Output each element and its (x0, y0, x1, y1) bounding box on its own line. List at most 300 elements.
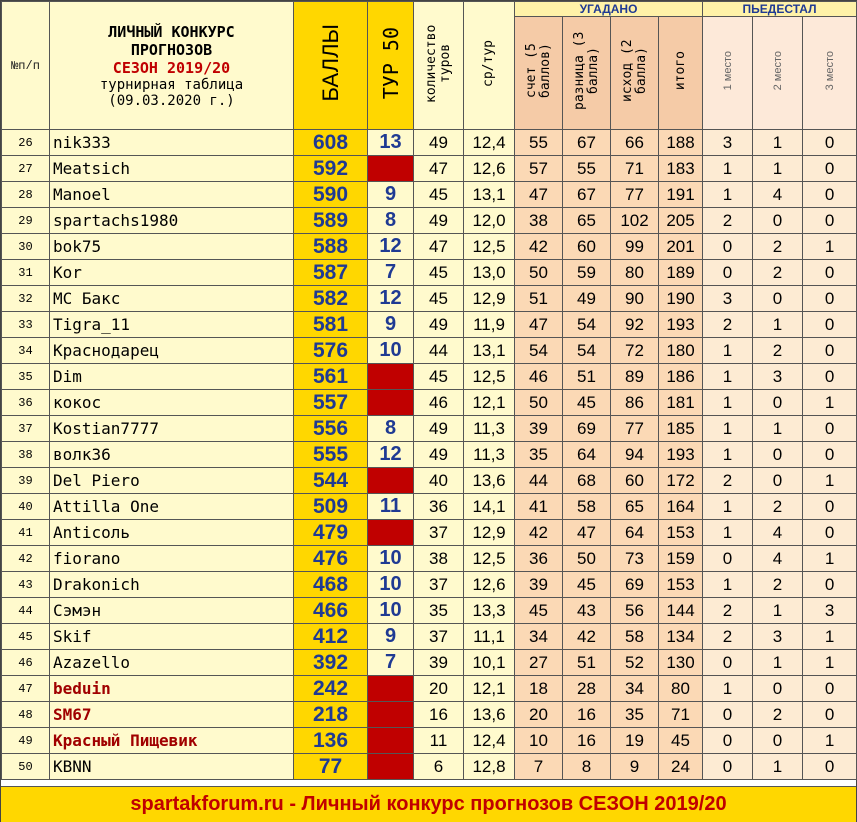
score-hits: 42 (515, 520, 563, 546)
tours-count: 49 (414, 208, 464, 234)
row-number: 44 (2, 598, 50, 624)
row-number: 40 (2, 494, 50, 520)
total-hits: 71 (659, 702, 703, 728)
place2-count: 2 (753, 494, 803, 520)
tours-count: 37 (414, 520, 464, 546)
score-hits: 50 (515, 260, 563, 286)
outcome-hits: 52 (611, 650, 659, 676)
table-row (2, 650, 857, 676)
avg-per-tour: 12,4 (464, 728, 515, 754)
row-number: 42 (2, 546, 50, 572)
place3-count: 1 (803, 468, 857, 494)
outcome-hits: 58 (611, 624, 659, 650)
diff-hits: 69 (563, 416, 611, 442)
tours-count: 45 (414, 286, 464, 312)
place1-count: 1 (703, 494, 753, 520)
place2-count: 2 (753, 234, 803, 260)
diff-hits: 45 (563, 572, 611, 598)
row-number: 50 (2, 754, 50, 780)
outcome-hits: 69 (611, 572, 659, 598)
total-hits: 45 (659, 728, 703, 754)
place3-count: 0 (803, 156, 857, 182)
score-hits: 54 (515, 338, 563, 364)
points: 556 (294, 416, 368, 442)
diff-hits: 67 (563, 130, 611, 156)
place2-header: 2 место (753, 17, 803, 130)
participant-name: Краснодарец (50, 338, 294, 364)
tour-score: 8 (368, 416, 414, 442)
place3-count: 0 (803, 494, 857, 520)
points: 587 (294, 260, 368, 286)
row-number: 36 (2, 390, 50, 416)
place3-count: 0 (803, 520, 857, 546)
place3-count: 0 (803, 312, 857, 338)
table-row (2, 624, 857, 650)
standings-rows (2, 130, 857, 780)
diff-hits: 68 (563, 468, 611, 494)
points-header: БАЛЛЫ (294, 2, 368, 130)
table-row (2, 390, 857, 416)
tours-count: 37 (414, 624, 464, 650)
place2-count: 1 (753, 754, 803, 780)
place3-count: 0 (803, 442, 857, 468)
score-hits: 42 (515, 234, 563, 260)
score-hits: 39 (515, 416, 563, 442)
avg-per-tour: 13,1 (464, 338, 515, 364)
points: 392 (294, 650, 368, 676)
score-hits: 38 (515, 208, 563, 234)
place2-count: 4 (753, 546, 803, 572)
tour-score: 7 (368, 650, 414, 676)
tours-count: 46 (414, 390, 464, 416)
place3-count: 1 (803, 546, 857, 572)
total-hits: 190 (659, 286, 703, 312)
tours-count: 49 (414, 442, 464, 468)
place3-count: 0 (803, 754, 857, 780)
table-row (2, 598, 857, 624)
row-number: 33 (2, 312, 50, 338)
place2-count: 0 (753, 208, 803, 234)
outcome-hits: 64 (611, 520, 659, 546)
tour-score: 13 (368, 130, 414, 156)
tours-count: 39 (414, 650, 464, 676)
place3-count: 1 (803, 650, 857, 676)
avg-per-tour: 12,1 (464, 676, 515, 702)
diff-hits: 45 (563, 390, 611, 416)
participant-name: Tigra_11 (50, 312, 294, 338)
score-hits: 35 (515, 442, 563, 468)
place3-header: 3 место (803, 17, 857, 130)
score-hits: 34 (515, 624, 563, 650)
tour-score: 10 (368, 598, 414, 624)
avg-per-tour: 10,1 (464, 650, 515, 676)
row-number: 47 (2, 676, 50, 702)
participant-name: spartachs1980 (50, 208, 294, 234)
diff-hits: 49 (563, 286, 611, 312)
tour-score: 8 (368, 208, 414, 234)
num-header: №п/п (2, 2, 50, 130)
table-row (2, 754, 857, 780)
place3-count: 0 (803, 572, 857, 598)
participant-name: nik333 (50, 130, 294, 156)
score-hits: 20 (515, 702, 563, 728)
points: 589 (294, 208, 368, 234)
place2-count: 0 (753, 676, 803, 702)
place1-count: 0 (703, 650, 753, 676)
row-number: 43 (2, 572, 50, 598)
avg-per-tour: 12,5 (464, 234, 515, 260)
total-hits: 193 (659, 442, 703, 468)
total-hits: 134 (659, 624, 703, 650)
table-row (2, 208, 857, 234)
table-title (50, 2, 294, 130)
place2-count: 1 (753, 416, 803, 442)
score-hits: 41 (515, 494, 563, 520)
outcome-hits: 60 (611, 468, 659, 494)
avg-per-tour: 14,1 (464, 494, 515, 520)
row-number: 26 (2, 130, 50, 156)
diff-hits: 51 (563, 650, 611, 676)
total-hits: 144 (659, 598, 703, 624)
place2-count: 2 (753, 702, 803, 728)
score-hits: 46 (515, 364, 563, 390)
points: 588 (294, 234, 368, 260)
score-hits: 7 (515, 754, 563, 780)
diff-hits: 55 (563, 156, 611, 182)
place1-count: 0 (703, 754, 753, 780)
avg-per-tour: 13,1 (464, 182, 515, 208)
podium-header: ПЬЕДЕСТАЛ (703, 2, 857, 17)
score-hits: 39 (515, 572, 563, 598)
place3-count: 0 (803, 338, 857, 364)
footer-banner: spartakforum.ru - Личный конкурс прогнозов СЕЗОН 2019/20 (1, 786, 856, 822)
points: 136 (294, 728, 368, 754)
score-hits: 55 (515, 130, 563, 156)
place1-count: 1 (703, 364, 753, 390)
outcome-hits: 77 (611, 182, 659, 208)
place1-header: 1 место (703, 17, 753, 130)
place1-count: 1 (703, 572, 753, 598)
place2-count: 0 (753, 286, 803, 312)
diff-header: разница (3 балла) (563, 17, 611, 130)
place1-count: 3 (703, 286, 753, 312)
tours-count: 44 (414, 338, 464, 364)
outcome-hits: 65 (611, 494, 659, 520)
place3-count: 0 (803, 260, 857, 286)
diff-hits: 28 (563, 676, 611, 702)
points: 476 (294, 546, 368, 572)
tours-count: 35 (414, 598, 464, 624)
diff-hits: 8 (563, 754, 611, 780)
total-hits: 172 (659, 468, 703, 494)
place2-count: 4 (753, 182, 803, 208)
total-hits: 153 (659, 572, 703, 598)
tours-count: 49 (414, 130, 464, 156)
place2-count: 2 (753, 338, 803, 364)
tours-count: 49 (414, 312, 464, 338)
participant-name: fiorano (50, 546, 294, 572)
outcome-hits: 92 (611, 312, 659, 338)
score-hits: 47 (515, 182, 563, 208)
row-number: 45 (2, 624, 50, 650)
avg-per-tour: 12,8 (464, 754, 515, 780)
tour-score: 9 (368, 312, 414, 338)
diff-hits: 43 (563, 598, 611, 624)
place2-count: 1 (753, 650, 803, 676)
total-hits: 205 (659, 208, 703, 234)
total-hits: 80 (659, 676, 703, 702)
place2-count: 2 (753, 260, 803, 286)
tour-score: 12 (368, 286, 414, 312)
score-hits: 18 (515, 676, 563, 702)
tour-score (368, 390, 414, 416)
table-row (2, 728, 857, 754)
place3-count: 0 (803, 182, 857, 208)
tour-score (368, 676, 414, 702)
avg-header: ср/тур (464, 2, 515, 130)
avg-per-tour: 13,6 (464, 468, 515, 494)
participant-name: Attilla One (50, 494, 294, 520)
table-row (2, 676, 857, 702)
participant-name: SM67 (50, 702, 294, 728)
place2-count: 1 (753, 156, 803, 182)
place1-count: 0 (703, 546, 753, 572)
tour-score (368, 520, 414, 546)
total-hits: 159 (659, 546, 703, 572)
participant-name: Drakonich (50, 572, 294, 598)
avg-per-tour: 12,1 (464, 390, 515, 416)
place1-count: 1 (703, 390, 753, 416)
outcome-hits: 73 (611, 546, 659, 572)
outcome-hits: 86 (611, 390, 659, 416)
score-hits: 27 (515, 650, 563, 676)
points: 581 (294, 312, 368, 338)
total-hits: 189 (659, 260, 703, 286)
points: 479 (294, 520, 368, 546)
tour-score: 10 (368, 572, 414, 598)
title-line2: ПРОГНОЗОВ (130, 40, 213, 59)
place3-count: 0 (803, 416, 857, 442)
points: 468 (294, 572, 368, 598)
place2-count: 3 (753, 624, 803, 650)
tours-count: 47 (414, 156, 464, 182)
tour-score: 12 (368, 442, 414, 468)
avg-per-tour: 11,3 (464, 442, 515, 468)
total-hits: 185 (659, 416, 703, 442)
place3-count: 0 (803, 130, 857, 156)
table-row (2, 572, 857, 598)
participant-name: Manoel (50, 182, 294, 208)
tours-count: 49 (414, 416, 464, 442)
participant-name: волк36 (50, 442, 294, 468)
table-row (2, 442, 857, 468)
avg-per-tour: 11,9 (464, 312, 515, 338)
tour-score (368, 364, 414, 390)
tour-score: 12 (368, 234, 414, 260)
place1-count: 2 (703, 208, 753, 234)
tours-count: 45 (414, 364, 464, 390)
place2-count: 0 (753, 390, 803, 416)
place3-count: 0 (803, 702, 857, 728)
participant-name: кокос (50, 390, 294, 416)
row-number: 38 (2, 442, 50, 468)
row-number: 37 (2, 416, 50, 442)
participant-name: Kor (50, 260, 294, 286)
table-row (2, 468, 857, 494)
table-row (2, 312, 857, 338)
tour-header: ТУР 50 (368, 2, 414, 130)
avg-per-tour: 12,5 (464, 364, 515, 390)
subtitle: турнирная таблица (99, 76, 244, 93)
place2-count: 1 (753, 598, 803, 624)
total-hits: 153 (659, 520, 703, 546)
participant-name: Kostian7777 (50, 416, 294, 442)
participant-name: bok75 (50, 234, 294, 260)
points: 582 (294, 286, 368, 312)
score-hits: 47 (515, 312, 563, 338)
total-header: итого (659, 17, 703, 130)
row-number: 48 (2, 702, 50, 728)
outcome-header: исход (2 балла) (611, 17, 659, 130)
place3-count: 0 (803, 676, 857, 702)
points: 590 (294, 182, 368, 208)
participant-name: beduin (50, 676, 294, 702)
outcome-hits: 99 (611, 234, 659, 260)
table-row (2, 520, 857, 546)
diff-hits: 47 (563, 520, 611, 546)
total-hits: 201 (659, 234, 703, 260)
season-label: СЕЗОН 2019/20 (112, 58, 231, 77)
diff-hits: 60 (563, 234, 611, 260)
place1-count: 1 (703, 416, 753, 442)
place1-count: 1 (703, 156, 753, 182)
diff-hits: 67 (563, 182, 611, 208)
outcome-hits: 9 (611, 754, 659, 780)
row-number: 46 (2, 650, 50, 676)
avg-per-tour: 12,9 (464, 286, 515, 312)
table-row (2, 364, 857, 390)
place3-count: 1 (803, 728, 857, 754)
total-hits: 24 (659, 754, 703, 780)
place3-count: 0 (803, 208, 857, 234)
table-row (2, 286, 857, 312)
place3-count: 1 (803, 390, 857, 416)
participant-name: Azazello (50, 650, 294, 676)
points: 561 (294, 364, 368, 390)
place1-count: 0 (703, 728, 753, 754)
score-hits: 51 (515, 286, 563, 312)
table-row (2, 260, 857, 286)
diff-hits: 64 (563, 442, 611, 468)
total-hits: 164 (659, 494, 703, 520)
table-row (2, 702, 857, 728)
diff-hits: 58 (563, 494, 611, 520)
participant-name: Anticoль (50, 520, 294, 546)
avg-per-tour: 12,5 (464, 546, 515, 572)
diff-hits: 51 (563, 364, 611, 390)
points: 466 (294, 598, 368, 624)
place1-count: 1 (703, 442, 753, 468)
total-hits: 188 (659, 130, 703, 156)
place1-count: 2 (703, 468, 753, 494)
place1-count: 1 (703, 182, 753, 208)
row-number: 29 (2, 208, 50, 234)
place1-count: 1 (703, 676, 753, 702)
outcome-hits: 77 (611, 416, 659, 442)
diff-hits: 42 (563, 624, 611, 650)
avg-per-tour: 13,6 (464, 702, 515, 728)
row-number: 41 (2, 520, 50, 546)
outcome-hits: 102 (611, 208, 659, 234)
place2-count: 3 (753, 364, 803, 390)
score-header: счет (5 баллов) (515, 17, 563, 130)
tour-score (368, 754, 414, 780)
tour-score (368, 702, 414, 728)
place2-count: 0 (753, 442, 803, 468)
place1-count: 1 (703, 338, 753, 364)
tour-score: 10 (368, 338, 414, 364)
place2-count: 1 (753, 130, 803, 156)
place1-count: 0 (703, 702, 753, 728)
points: 576 (294, 338, 368, 364)
tours-count: 47 (414, 234, 464, 260)
tours-count: 37 (414, 572, 464, 598)
place1-count: 2 (703, 624, 753, 650)
tour-score (368, 468, 414, 494)
outcome-hits: 66 (611, 130, 659, 156)
place3-count: 3 (803, 598, 857, 624)
row-number: 39 (2, 468, 50, 494)
tours-count: 16 (414, 702, 464, 728)
score-hits: 57 (515, 156, 563, 182)
avg-per-tour: 12,4 (464, 130, 515, 156)
place2-count: 4 (753, 520, 803, 546)
participant-name: Красный Пищевик (50, 728, 294, 754)
tours-count: 11 (414, 728, 464, 754)
place3-count: 0 (803, 286, 857, 312)
participant-name: Del Piero (50, 468, 294, 494)
outcome-hits: 35 (611, 702, 659, 728)
points: 77 (294, 754, 368, 780)
outcome-hits: 72 (611, 338, 659, 364)
date-label: (09.03.2020 г.) (108, 92, 235, 109)
total-hits: 183 (659, 156, 703, 182)
row-number: 34 (2, 338, 50, 364)
avg-per-tour: 12,6 (464, 572, 515, 598)
avg-per-tour: 12,9 (464, 520, 515, 546)
table-row (2, 182, 857, 208)
diff-hits: 65 (563, 208, 611, 234)
outcome-hits: 71 (611, 156, 659, 182)
avg-per-tour: 12,0 (464, 208, 515, 234)
place1-count: 2 (703, 598, 753, 624)
participant-name: МС Бакс (50, 286, 294, 312)
diff-hits: 16 (563, 702, 611, 728)
total-hits: 130 (659, 650, 703, 676)
score-hits: 45 (515, 598, 563, 624)
outcome-hits: 80 (611, 260, 659, 286)
points: 218 (294, 702, 368, 728)
tours-count: 20 (414, 676, 464, 702)
points: 509 (294, 494, 368, 520)
guessed-header: УГАДАНО (515, 2, 703, 17)
total-hits: 191 (659, 182, 703, 208)
row-number: 35 (2, 364, 50, 390)
tour-score: 9 (368, 182, 414, 208)
participant-name: Сэмэн (50, 598, 294, 624)
tour-score: 9 (368, 624, 414, 650)
table-row (2, 156, 857, 182)
